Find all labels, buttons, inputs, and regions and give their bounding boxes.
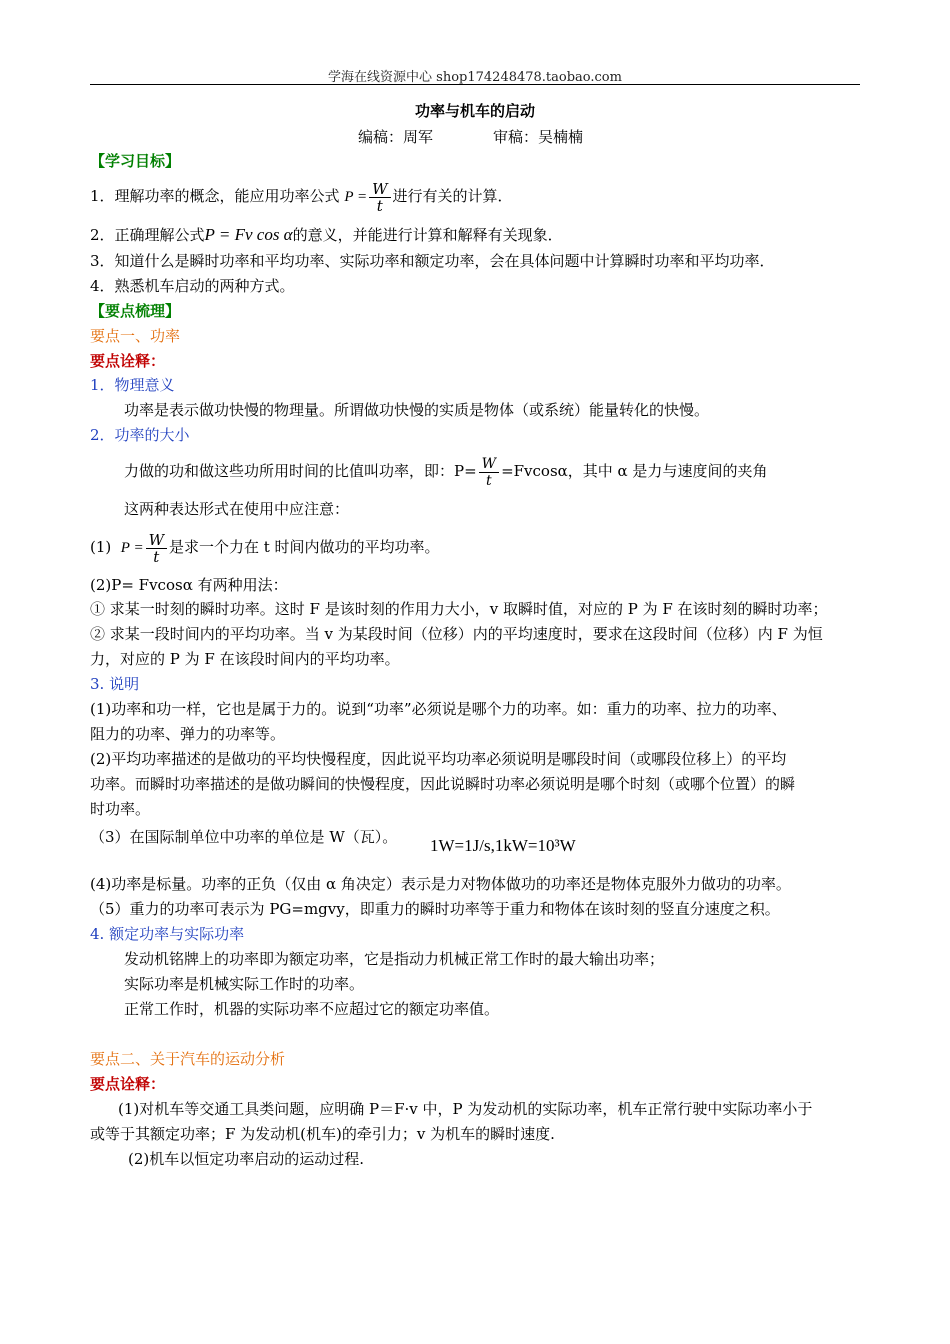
s4-line1: 发动机铭牌上的功率即为额定功率，它是指动力机械正常工作时的最大输出功率； — [124, 950, 665, 968]
point2-p2: (2)机车以恒定功率启动的运动过程. — [128, 1150, 365, 1168]
s1-text: 功率是表示做功快慢的物理量。所谓做功快慢的实质是物体（或系统）能量转化的快慢。 — [124, 401, 710, 419]
objective-2: 2．正确理解公式P = Fv cos α的意义，并能进行计算和解释有关现象． — [90, 225, 563, 244]
fraction-w-over-t — [369, 181, 390, 214]
note-4: (4)功率是标量。功率的正负（仅由 α 角决定）表示是力对物体做功的功率还是物体克服外力做功的功率。 — [90, 875, 791, 893]
s4-title: 4. 额定功率与实际功率 — [90, 925, 245, 943]
point2-p1-line1: (1)对机车等交通工具类问题，应明确 P＝F·v 中，P 为发动机的实际功率，机车正常行驶中实际功率小于 — [118, 1100, 813, 1118]
s4-line3: 正常工作时，机器的实际功率不应超过它的额定功率值。 — [124, 1000, 500, 1018]
case-2b-line2: 力，对应的 P 为 F 在该段时间内的平均功率。 — [90, 650, 400, 668]
objective-1-pre: 1．理解功率的概念，能应用功率公式 — [90, 187, 340, 205]
objective-4: 4．熟悉机车启动的两种方式。 — [90, 277, 295, 295]
note-1-line2: 阻力的功率、弹力的功率等。 — [90, 725, 286, 743]
point1-explain: 要点诠释： — [90, 352, 166, 370]
fraction-w-over-t: $\frac{W}{t}$ — [146, 532, 167, 565]
header-rule — [90, 84, 860, 85]
note-1-line1: (1)功率和功一样，它也是属于力的。说到“功率”必须说是哪个力的功率。如：重力的功率、拉力的功率、 — [90, 700, 787, 718]
objective-1-post: 进行有关的计算． — [392, 187, 513, 205]
denominator-t: t — [376, 196, 383, 215]
note-2-line3: 时功率。 — [90, 800, 151, 818]
s4-line2: 实际功率是机械实际工作时的功率。 — [124, 975, 365, 993]
reviewer: 审稿：吴楠楠 — [493, 128, 584, 146]
point2-heading: 要点二、关于汽车的运动分析 — [90, 1050, 286, 1068]
s2-note: 这两种表达形式在使用中应注意： — [124, 500, 350, 518]
case-2b-line1: ② 求某一段时间内的平均功率。当 v 为某段时间（位移）内的平均速度时，要求在这段时间（位移）内 F 为恒 — [90, 625, 823, 643]
point2-explain: 要点诠释： — [90, 1075, 166, 1093]
formula-fvcos: P = Fv cos α — [204, 225, 293, 244]
numerator-w: W — [369, 181, 390, 198]
fraction-w-over-t: $\frac{W}{t}$ — [479, 456, 499, 489]
note-2-line1: (2)平均功率描述的是做功的平均快慢程度，因此说平均功率必须说明是哪段时间（或哪段位移上）的平均 — [90, 750, 787, 768]
doc-title: 功率与机车的启动 — [414, 102, 535, 120]
note-2-line2: 功率。而瞬时功率描述的是做功瞬间的快慢程度，因此说瞬时功率必须说明是哪个时刻（或哪个位置）的瞬 — [90, 775, 796, 793]
case-2: (2)P= Fvcosα 有两种用法： — [90, 576, 288, 594]
case-2a: ① 求某一时刻的瞬时功率。这时 F 是该时刻的作用力大小，v 取瞬时值，对应的 P 为 F 在该时刻的瞬时功率； — [90, 600, 828, 618]
point1-heading: 要点一、功率 — [90, 327, 181, 345]
editor: 编稿：周军 — [358, 128, 434, 146]
unit-formula: 1W=1J/s,1kW=10³W — [430, 836, 576, 855]
case-1: (1) P = $\frac{W}{t}$ 是求一个力在 t 时间内做功的平均功率。 — [90, 530, 440, 566]
point2-p1-line2: 或等于其额定功率；F 为发动机(机车)的牵引力；v 为机车的瞬时速度. — [90, 1125, 555, 1143]
objective-3: 3．知道什么是瞬时功率和平均功率、实际功率和额定功率，会在具体问题中计算瞬时功率和平均功率． — [90, 252, 775, 270]
s1-title: 1．物理意义 — [90, 376, 175, 394]
section-objectives: 【学习目标】 — [90, 152, 181, 170]
note-5: （5）重力的功率可表示为 PG=mgvy，即重力的瞬时功率等于重力和物体在该时刻的竖直分速度之积。 — [90, 900, 780, 918]
page-header: 学海在线资源中心 shop174248478.taobao.com — [328, 70, 622, 85]
s2-title: 2．功率的大小 — [90, 426, 190, 444]
s3-title: 3. 说明 — [90, 675, 140, 693]
objective-1 — [90, 177, 513, 216]
power-symbol: P = — [344, 189, 368, 205]
s2-definition: 力做的功和做这些功所用时间的比值叫功率，即：P= $\frac{W}{t}$ =Fvcosα，其中 α 是力与速度间的夹角 — [124, 455, 768, 489]
section-summary: 【要点梳理】 — [90, 302, 181, 320]
note-3: （3）在国际制单位中功率的单位是 W（瓦）。 — [90, 828, 398, 846]
